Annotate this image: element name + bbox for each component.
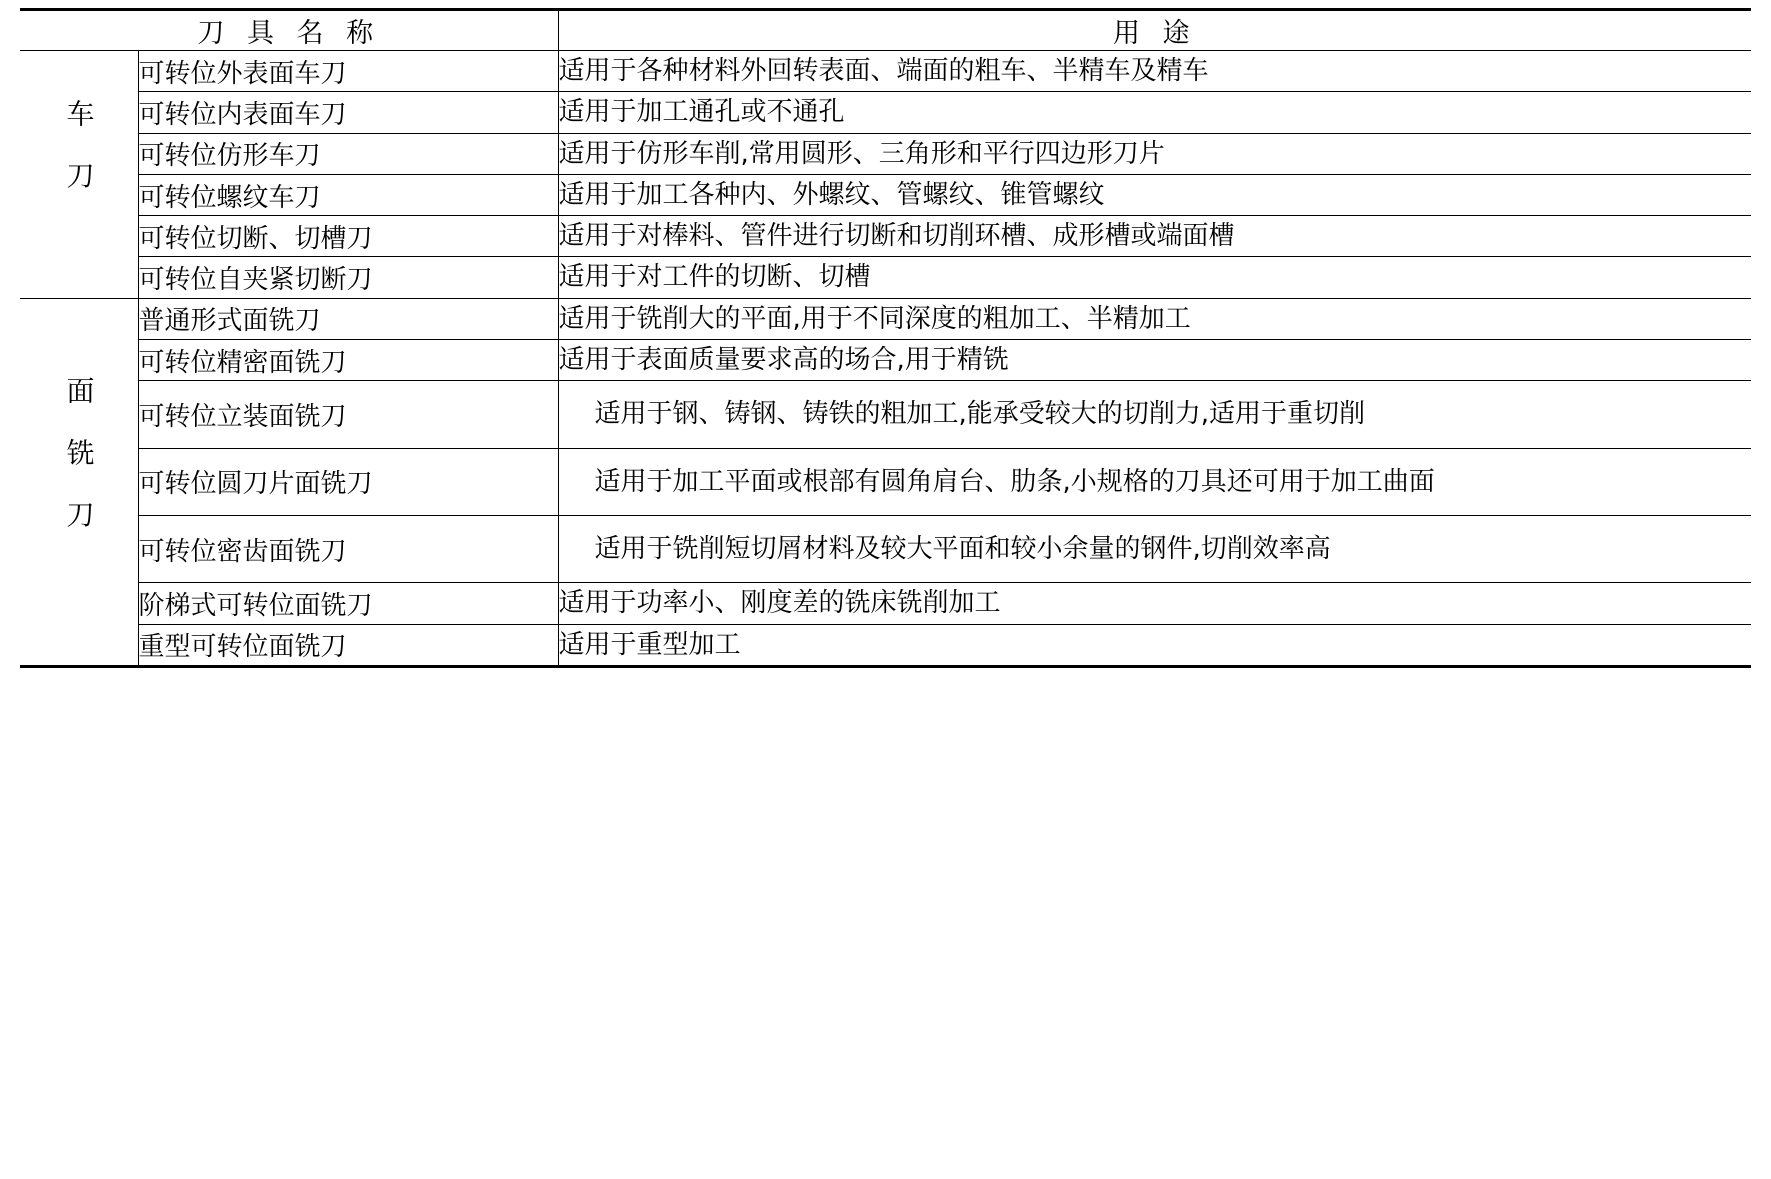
tool-use-cell: 适用于表面质量要求高的场合,用于精铣 [558, 340, 1751, 381]
tool-name-cell: 可转位螺纹车刀 [138, 174, 558, 215]
tool-use-cell: 适用于对工件的切断、切槽 [558, 257, 1751, 298]
header-cell-name: 刀 具 名 称 [20, 10, 558, 51]
tool-name-cell: 重型可转位面铣刀 [138, 624, 558, 666]
table-row [20, 92, 1751, 133]
table-row [20, 515, 1751, 582]
table-row [20, 257, 1751, 298]
table-row [20, 381, 1751, 448]
tool-use-cell [558, 381, 1751, 448]
tool-use-cell: 适用于铣削大的平面,用于不同深度的粗加工、半精加工 [558, 298, 1751, 339]
tool-name-cell: 可转位自夹紧切断刀 [138, 257, 558, 298]
table-row [20, 133, 1751, 174]
tool-name-cell: 可转位精密面铣刀 [138, 340, 558, 381]
group-label-cell-0 [20, 51, 138, 299]
table-row [20, 340, 1751, 381]
tool-use-cell [558, 515, 1751, 582]
table-row [20, 174, 1751, 215]
tool-name-cell: 可转位内表面车刀 [138, 92, 558, 133]
tool-use-text: 适用于钢、铸钢、铸铁的粗加工,能承受较大的切削力,适用于重切削 [594, 399, 1366, 430]
tool-use-cell: 适用于加工各种内、外螺纹、管螺纹、锥管螺纹 [558, 174, 1751, 215]
tool-name-cell: 可转位外表面车刀 [138, 51, 558, 92]
table-row [20, 216, 1751, 257]
group-label-cell-1 [20, 298, 138, 666]
tool-name-cell: 可转位切断、切槽刀 [138, 216, 558, 257]
tool-use-cell: 适用于各种材料外回转表面、端面的粗车、半精车及精车 [558, 51, 1751, 92]
tool-name-cell: 可转位仿形车刀 [138, 133, 558, 174]
tool-use-cell: 适用于对棒料、管件进行切断和切削环槽、成形槽或端面槽 [558, 216, 1751, 257]
group-label-text: 面铣刀 [62, 375, 96, 562]
tool-name-cell: 可转位立装面铣刀 [138, 381, 558, 448]
table-row [20, 448, 1751, 515]
tool-use-cell: 适用于仿形车削,常用圆形、三角形和平行四边形刀片 [558, 133, 1751, 174]
table-row [20, 51, 1751, 92]
table-header-row [20, 10, 1751, 51]
tool-name-cell: 可转位密齿面铣刀 [138, 515, 558, 582]
group-label-text: 车刀 [62, 99, 96, 224]
tool-use-text: 适用于加工平面或根部有圆角肩台、肋条,小规格的刀具还可用于加工曲面 [594, 466, 1435, 497]
tool-use-cell: 适用于重型加工 [558, 624, 1751, 666]
tool-use-cell: 适用于功率小、刚度差的铣床铣削加工 [558, 583, 1751, 624]
tool-name-cell: 可转位圆刀片面铣刀 [138, 448, 558, 515]
table-row [20, 583, 1751, 624]
tool-use-cell: 适用于加工通孔或不通孔 [558, 92, 1751, 133]
table-row [20, 624, 1751, 666]
tool-name-cell: 阶梯式可转位面铣刀 [138, 583, 558, 624]
table-body [20, 10, 1751, 667]
table-row [20, 298, 1751, 339]
header-cell-use: 用 途 [558, 10, 1751, 51]
tool-use-text: 适用于铣削短切屑材料及较大平面和较小余量的钢件,切削效率高 [594, 533, 1331, 564]
tool-name-cell: 普通形式面铣刀 [138, 298, 558, 339]
tool-usage-table [20, 8, 1751, 668]
tool-use-cell [558, 448, 1751, 515]
